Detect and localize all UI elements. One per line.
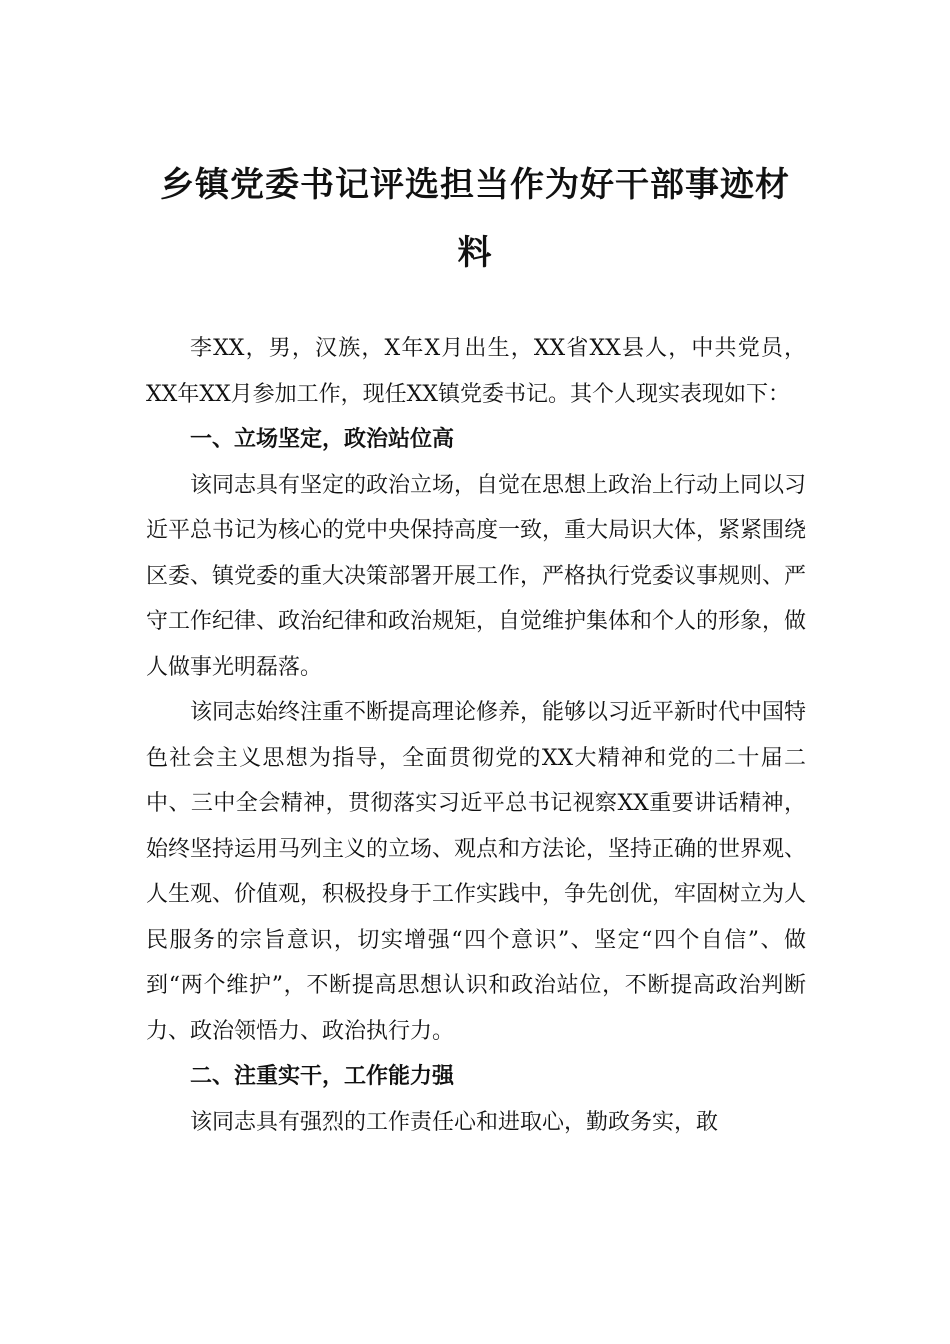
section-1-paragraph-2: 该同志始终注重不断提高理论修养，能够以习近平新时代中国特色社会主义思想为指导，全面贯彻党的XX大精神和党的二十届二中、三中全会精神，贯彻落实习近平总书记视察XX重要讲话精神，始终坚持运用马列主义的立场、观点和方法论，坚持正确的世界观、人生观、价值观，积极投身于工作实践中，争先创优，牢固树立为人民服务的宗旨意识，切实增强“四个意识”、坚定“四个自信”、做到“两个维护”，不断提高思想认识和政治站位，不断提高政治判断力、政治领悟力、政治执行力。 [146, 700, 807, 1044]
section-1-heading: 一、立场坚定，政治站位高 [190, 427, 455, 452]
document-body [146, 326, 806, 1145]
document-title-line-2: 料 [457, 233, 493, 273]
section-2-paragraph-1: 该同志具有强烈的工作责任心和进取心，勤政务实，敢 [190, 1109, 719, 1135]
section-1-paragraph-1: 该同志具有坚定的政治立场，自觉在思想上政治上行动上同以习近平总书记为核心的党中央保持高度一致，重大局识大体，紧紧围绕区委、镇党委的重大决策部署开展工作，严格执行党委议事规则、严守工作纪律、政治纪律和政治规矩，自觉维护集体和个人的形象，做人做事光明磊落。 [146, 472, 807, 680]
section-2-heading: 二、注重实干，工作能力强 [190, 1064, 455, 1089]
document-title-line-1: 乡镇党委书记评选担当作为好干部事迹材 [160, 165, 790, 205]
intro-paragraph: 李XX，男，汉族，X年X月出生，XX省XX县人，中共党员，XX年XX月参加工作，现任XX镇党委书记。其个人现实表现如下： [146, 336, 806, 407]
